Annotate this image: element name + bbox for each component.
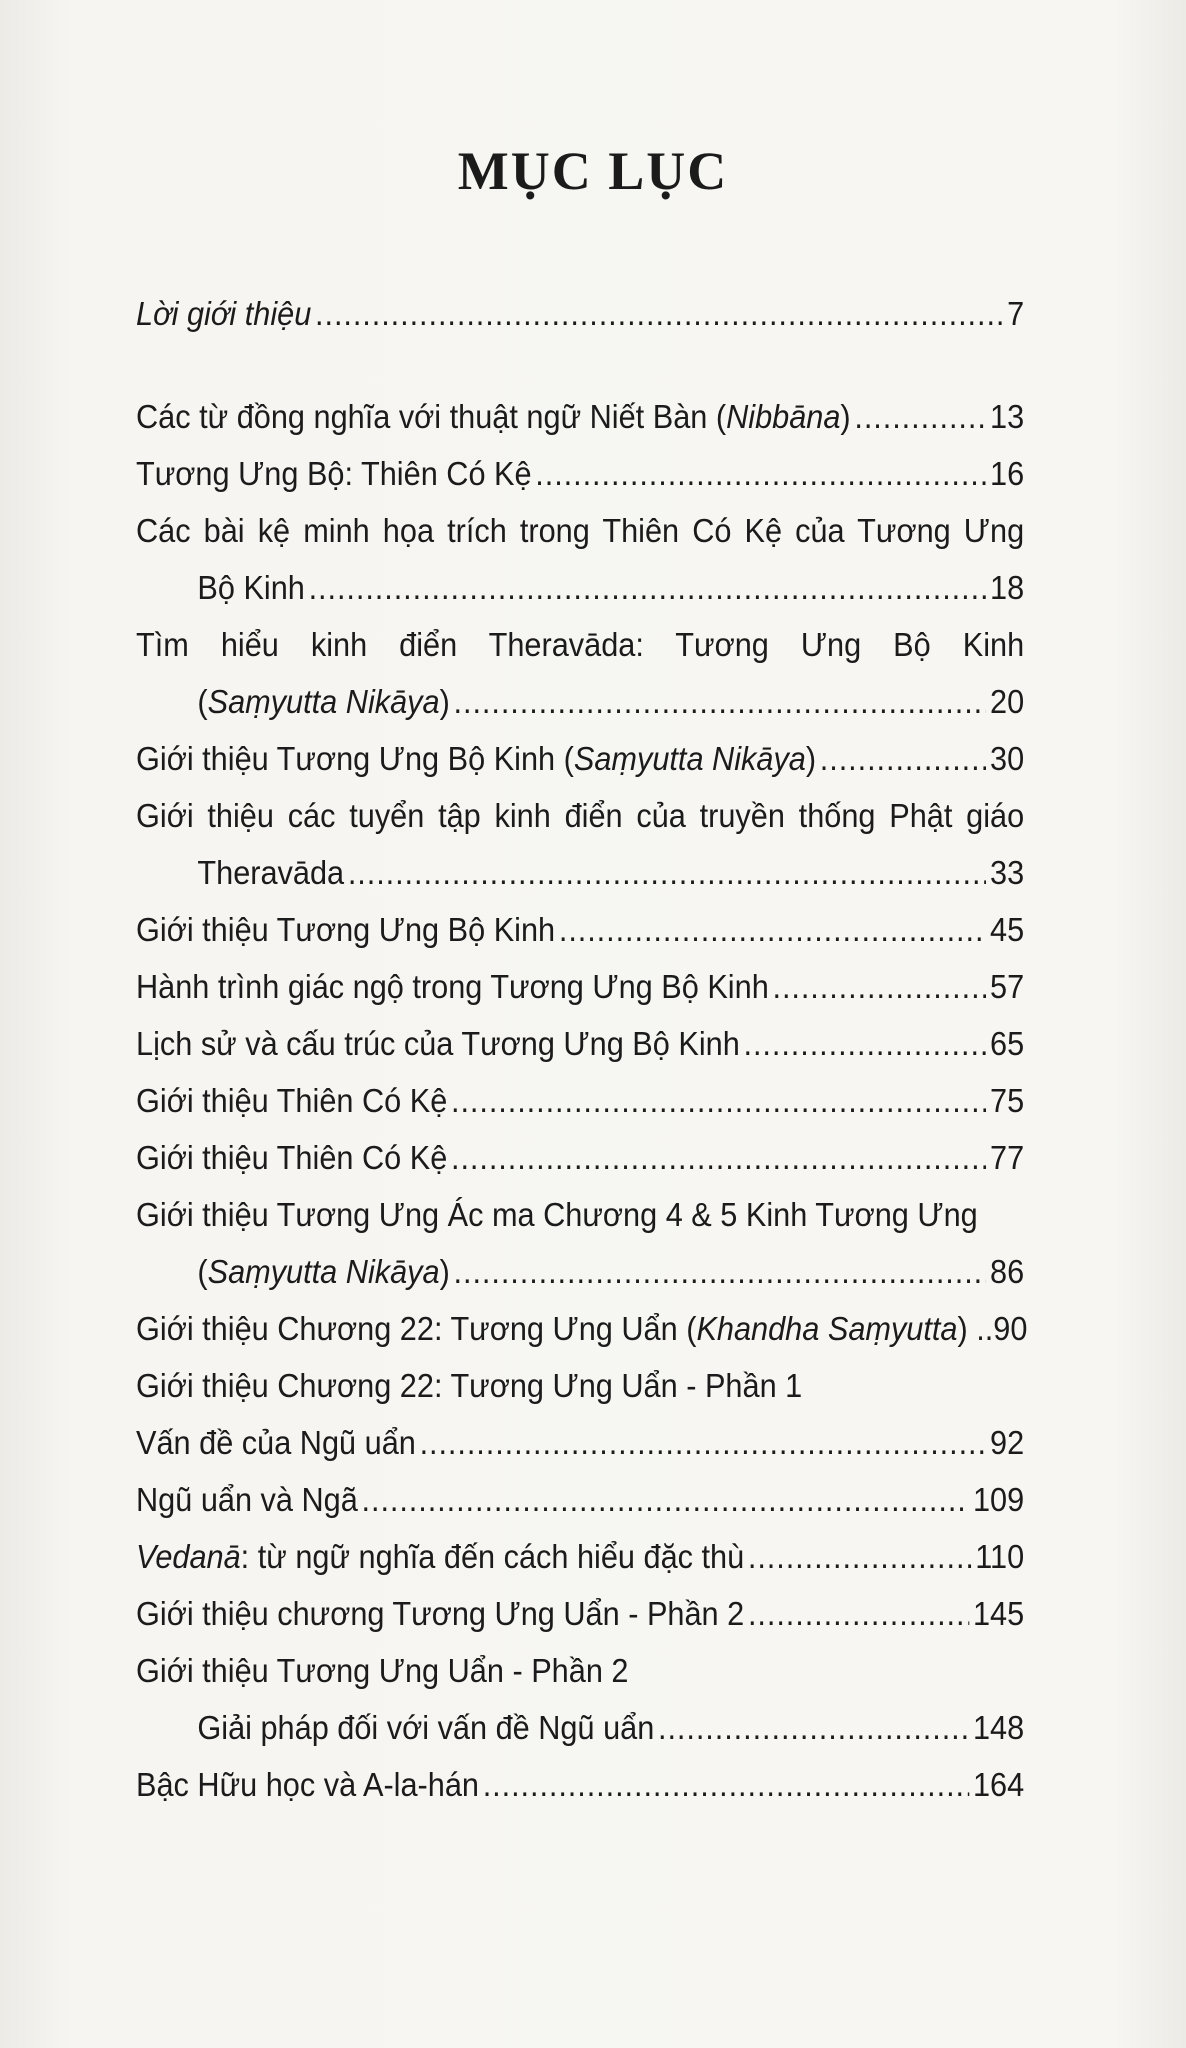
toc-entry: Vedanā: từ ngữ nghĩa đến cách hiểu đặc thù ..... 110 (136, 1528, 1024, 1585)
toc-entry: Ngũ uẩn và Ngã ..... 109 (136, 1471, 1024, 1528)
dot-leader (309, 559, 987, 616)
page-number: 164 (972, 1766, 1025, 1803)
page-number: 90 (993, 1310, 1028, 1347)
toc-entry: Giới thiệu Thiên Có Kệ ..... 77 (136, 1129, 1024, 1186)
toc-entry: Giới thiệu Tương Ưng Bộ Kinh ..... 45 (136, 901, 1024, 958)
page-number: 86 (990, 1253, 1025, 1290)
toc-entry: Giới thiệu chương Tương Ưng Uẩn - Phần 2 ..... 145 (136, 1585, 1024, 1642)
page-number: 65 (990, 1025, 1025, 1062)
dot-leader (559, 901, 986, 958)
toc-entry-first-line: Giới thiệu Tương Ưng Ác ma Chương 4 & 5 Kinh Tương Ưng (136, 1196, 978, 1233)
dot-leader (744, 1015, 987, 1072)
page-number: 109 (972, 1481, 1025, 1518)
toc-entry: Vấn đề của Ngũ uẩn ..... 92 (136, 1414, 1024, 1471)
toc-entry: Tương Ưng Bộ: Thiên Có Kệ ..... 16 (136, 445, 1024, 502)
page-number: 145 (972, 1595, 1025, 1632)
toc-entry: Giải pháp đối với vấn đề Ngũ uẩn ..... 148 (136, 1699, 1024, 1756)
toc-section-heading: Giới thiệu Tương Ưng Uẩn - Phần 2 (136, 1652, 629, 1689)
page-number: 92 (990, 1424, 1025, 1461)
page-number: 33 (990, 854, 1025, 891)
toc-entry: Bộ Kinh ..... 18 (136, 559, 1024, 616)
dot-leader (454, 673, 987, 730)
page-number: 75 (990, 1082, 1025, 1119)
dot-leader (315, 285, 1003, 342)
page-number: 110 (975, 1538, 1025, 1575)
page-number: 77 (990, 1139, 1025, 1176)
dot-leader (535, 445, 986, 502)
toc-entry: Các từ đồng nghĩa với thuật ngữ Niết Bàn (Nibbāna) ..... 13 (136, 388, 1024, 445)
table-of-contents (136, 285, 1028, 1813)
page-number: 148 (972, 1709, 1025, 1746)
dot-leader (748, 1528, 972, 1585)
toc-entry: (Saṃyutta Nikāya) ..... 86 (136, 1243, 1024, 1300)
dot-leader (451, 1129, 986, 1186)
toc-entry: Lời giới thiệu ..... 7 (136, 285, 1024, 342)
dot-leader (854, 388, 986, 445)
page-title: MỤC LỤC (457, 141, 729, 201)
page-number: 45 (990, 911, 1025, 948)
toc-entry-first-line: Các bài kệ minh họa trích trong Thiên Có Kệ của Tương Ưng (136, 512, 1025, 549)
toc-entry: Bậc Hữu học và A-la-hán ..... 164 (136, 1756, 1024, 1813)
page-number: 13 (990, 398, 1025, 435)
page-number: 30 (990, 740, 1025, 777)
dot-leader (420, 1414, 987, 1471)
page-number: 7 (1007, 295, 1025, 332)
toc-entry: Theravāda ..... 33 (136, 844, 1024, 901)
toc-entry: Giới thiệu Tương Ưng Bộ Kinh (Saṃyutta Nikāya) ..... 30 (136, 730, 1024, 787)
dot-leader (454, 1243, 987, 1300)
dot-leader (658, 1699, 969, 1756)
toc-section-heading: Giới thiệu Chương 22: Tương Ưng Uẩn - Phần 1 (136, 1367, 803, 1404)
dot-leader (772, 958, 986, 1015)
dot-leader (348, 844, 986, 901)
page-number: 16 (990, 455, 1025, 492)
dot-leader (362, 1471, 970, 1528)
toc-entry: Giới thiệu Thiên Có Kệ ..... 75 (136, 1072, 1024, 1129)
page-number: 20 (990, 683, 1025, 720)
toc-entry: Hành trình giác ngộ trong Tương Ưng Bộ Kinh ..... 57 (136, 958, 1024, 1015)
dot-leader (820, 730, 986, 787)
toc-entry: Giới thiệu Chương 22: Tương Ưng Uẩn (Khandha Saṃyutta) .. 90 (136, 1300, 1024, 1357)
toc-entry: Lịch sử và cấu trúc của Tương Ưng Bộ Kinh ..... 65 (136, 1015, 1024, 1072)
toc-entry-first-line: Giới thiệu các tuyển tập kinh điển của truyền thống Phật giáo (136, 797, 1025, 834)
dot-leader (483, 1756, 970, 1813)
dot-leader (451, 1072, 986, 1129)
toc-entry-first-line: Tìm hiểu kinh điển Theravāda: Tương Ưng Bộ Kinh (136, 626, 1025, 663)
toc-entry: (Saṃyutta Nikāya) ..... 20 (136, 673, 1024, 730)
page-number: 57 (990, 968, 1025, 1005)
page-number: 18 (990, 569, 1025, 606)
dot-leader (748, 1585, 969, 1642)
